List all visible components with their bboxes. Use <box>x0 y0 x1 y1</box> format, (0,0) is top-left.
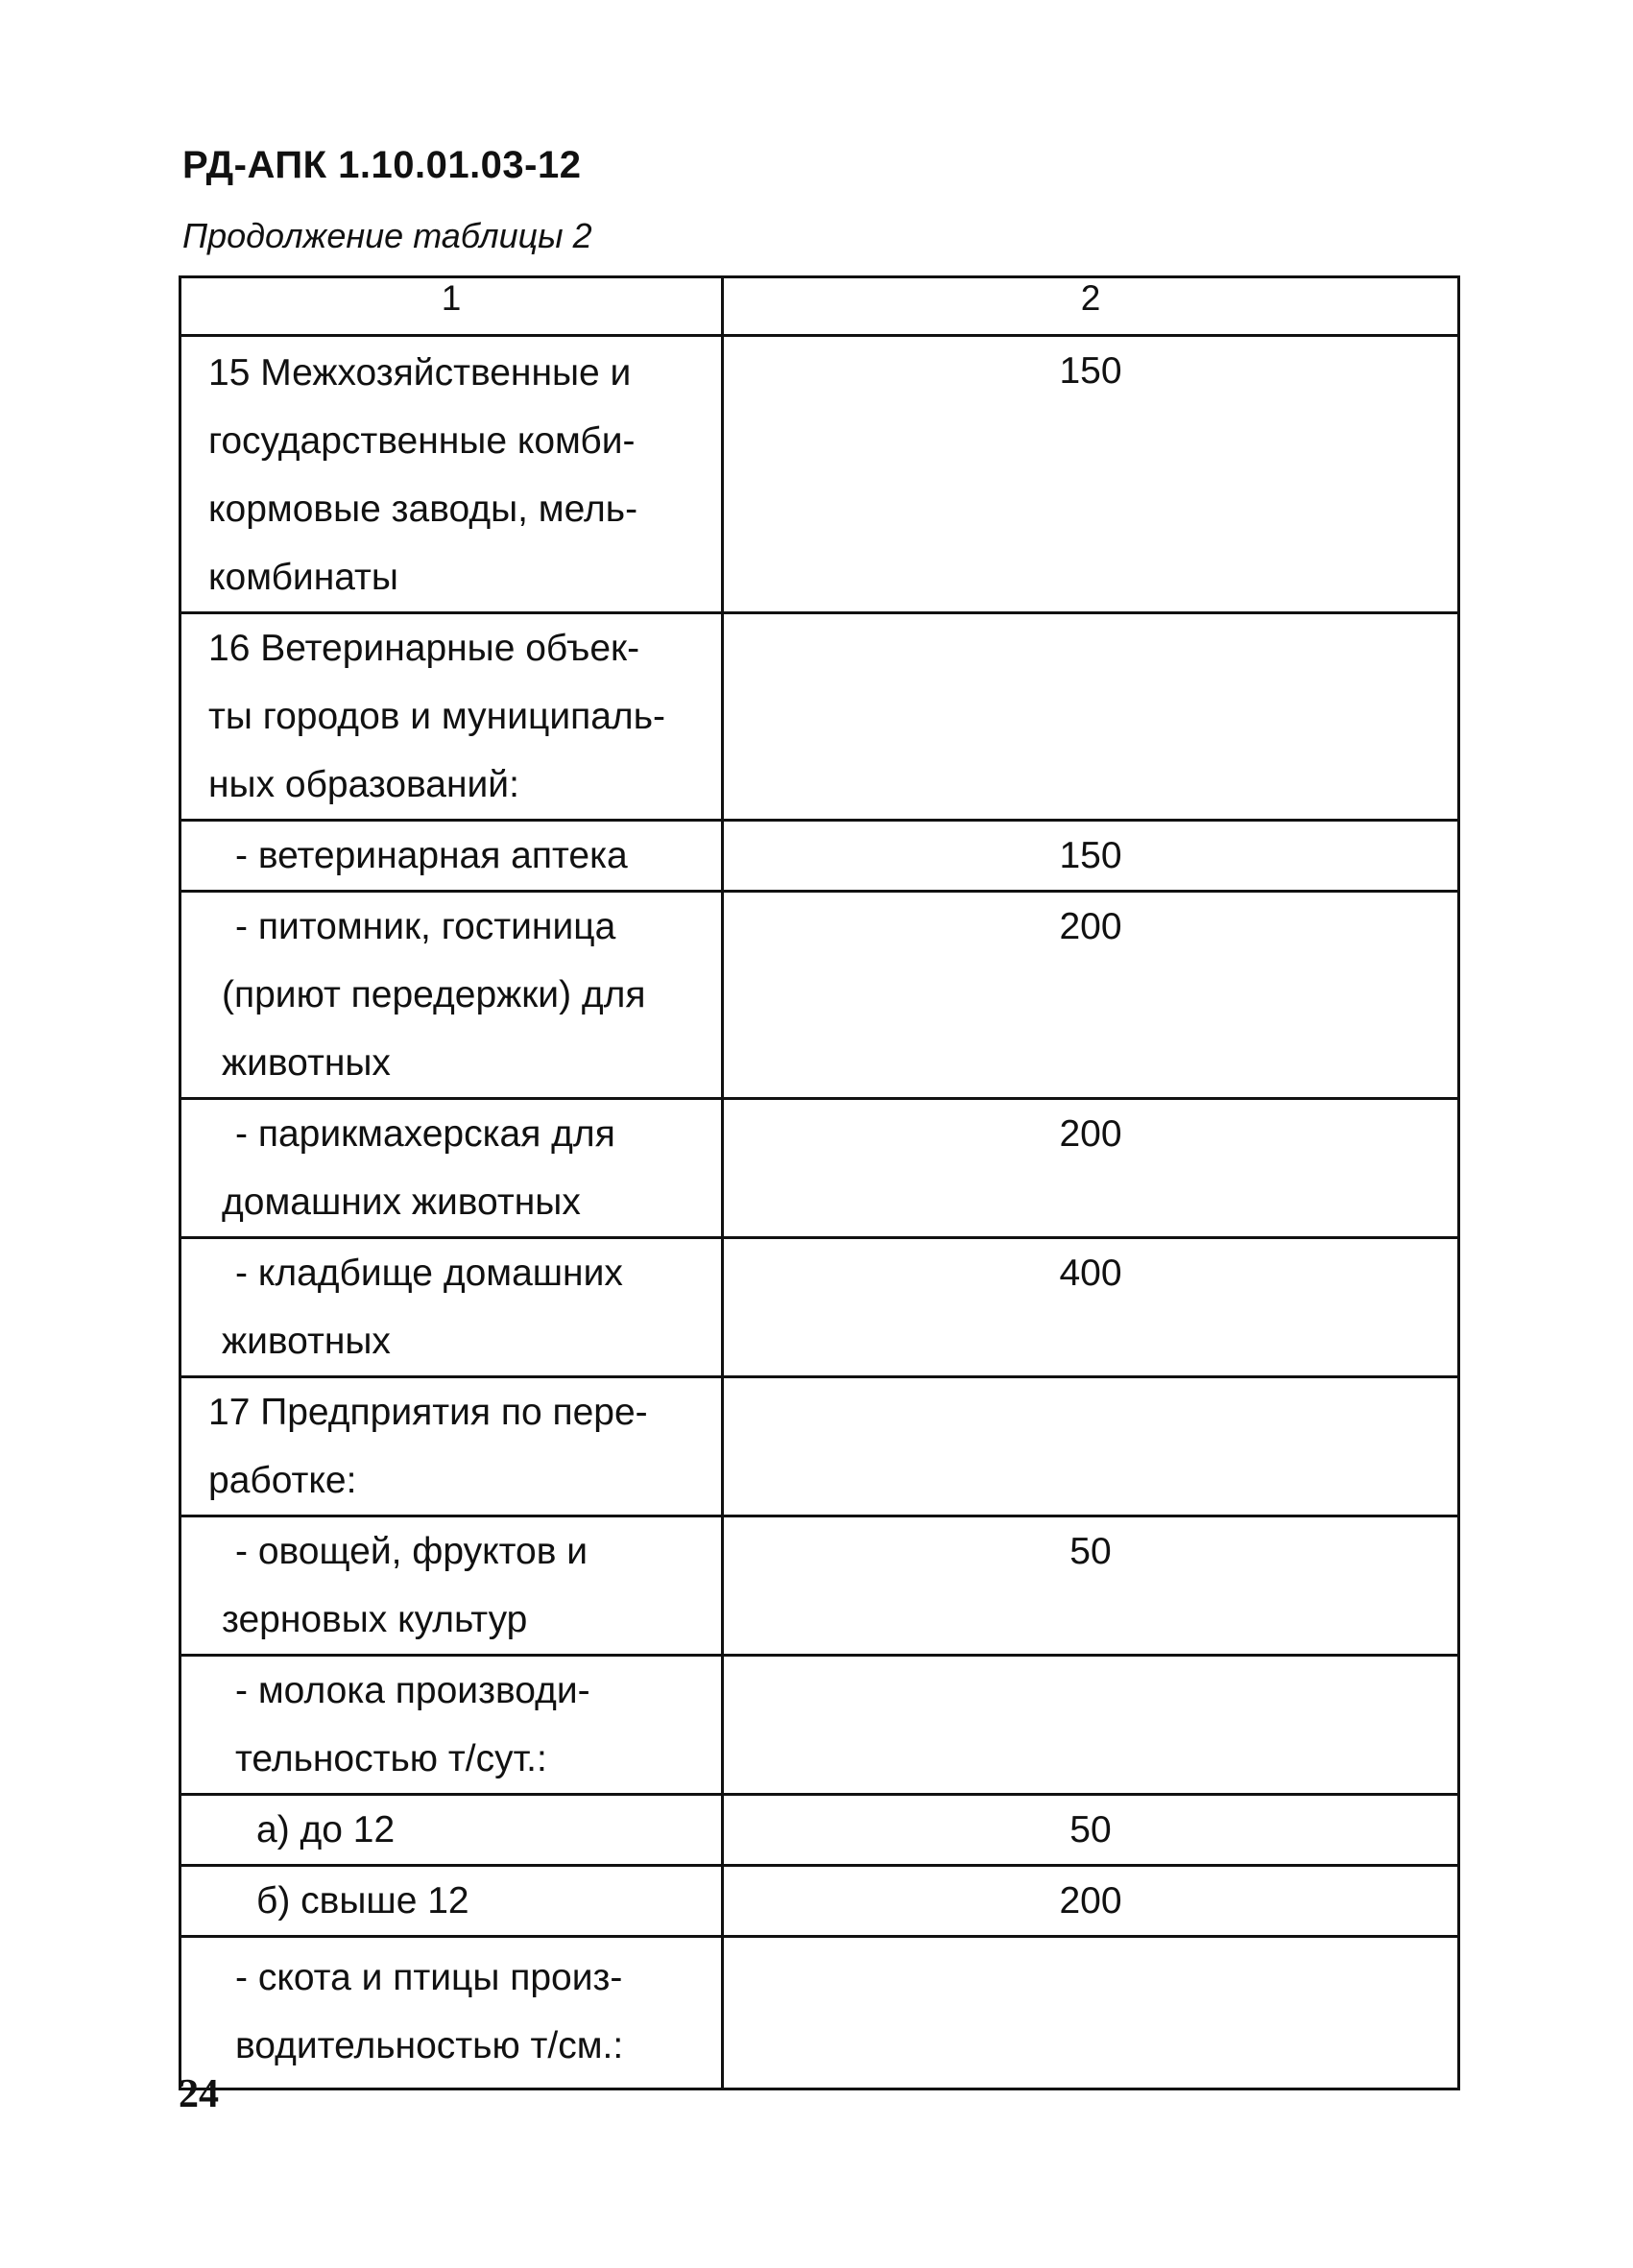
row-value-cell <box>723 1238 1459 1377</box>
document-code: РД-АПК 1.10.01.03-12 <box>182 144 582 186</box>
table-row <box>180 336 1459 613</box>
table-row <box>180 1866 1459 1937</box>
row-value-cell <box>723 892 1459 1099</box>
table-row <box>180 1516 1459 1656</box>
row-label-cell <box>180 1099 723 1238</box>
table-row <box>180 892 1459 1099</box>
row-value-cell <box>723 1866 1459 1937</box>
page-number: 24 <box>179 2072 219 2116</box>
table-row <box>180 613 1459 821</box>
row-label-line: животных <box>222 1042 391 1084</box>
row-label-line: - ветеринарная аптека <box>235 835 628 876</box>
row-label-cell <box>180 1937 723 2089</box>
table-row <box>180 821 1459 892</box>
row-value-cell <box>723 821 1459 892</box>
table-caption: Продолжение таблицы 2 <box>182 216 592 255</box>
row-label-line: водительностью т/см.: <box>235 2025 624 2066</box>
row-label-line: 17 Предприятия по пере- <box>208 1392 648 1433</box>
row-label-cell <box>180 821 723 892</box>
row-label-line: - парикмахерская для <box>235 1113 615 1155</box>
table-row <box>180 1377 1459 1516</box>
row-value-cell <box>723 1377 1459 1516</box>
row-value: 400 <box>1059 1253 1122 1294</box>
row-value: 150 <box>1059 350 1122 392</box>
row-label-line: ных образований: <box>208 764 519 805</box>
row-label-cell <box>180 1377 723 1516</box>
row-label-line: - овощей, фруктов и <box>235 1531 588 1572</box>
row-label-line: а) до 12 <box>256 1809 396 1850</box>
row-value: 50 <box>1069 1531 1112 1572</box>
row-label-cell <box>180 1516 723 1656</box>
row-label-cell <box>180 336 723 613</box>
row-label-line: ты городов и муниципаль- <box>208 696 665 737</box>
table-header-row <box>180 277 1459 336</box>
row-value-cell <box>723 1795 1459 1866</box>
data-table <box>179 275 1460 2090</box>
row-label-line: - кладбище домашних <box>235 1253 623 1294</box>
row-label-cell <box>180 613 723 821</box>
row-label-cell <box>180 1656 723 1795</box>
row-label-line: зерновых культур <box>222 1599 528 1640</box>
row-label-cell <box>180 1795 723 1866</box>
row-value: 200 <box>1059 1880 1122 1922</box>
row-label-line: тельностью т/сут.: <box>235 1738 547 1779</box>
row-label-cell <box>180 1866 723 1937</box>
table-row <box>180 1937 1459 2089</box>
row-value-cell <box>723 336 1459 613</box>
table-row <box>180 1238 1459 1377</box>
row-value-cell <box>723 1656 1459 1795</box>
row-label-line: комбинаты <box>208 557 398 598</box>
row-label-line: б) свыше 12 <box>256 1880 469 1922</box>
row-label-line: животных <box>222 1321 391 1362</box>
table-row <box>180 1656 1459 1795</box>
row-label-line: 15 Межхозяйственные и <box>208 352 632 394</box>
row-label-line: кормовые заводы, мель- <box>208 489 638 530</box>
row-label-line: домашних животных <box>222 1182 581 1223</box>
row-label-cell <box>180 892 723 1099</box>
row-label-line: работке: <box>208 1460 357 1501</box>
row-label-line: государственные комби- <box>208 420 636 462</box>
row-value: 50 <box>1069 1809 1112 1850</box>
row-label-cell <box>180 1238 723 1377</box>
row-value: 200 <box>1059 1113 1122 1155</box>
column-header-2: 2 <box>723 277 1459 336</box>
row-label-line: 16 Ветеринарные объек- <box>208 628 640 669</box>
row-label-line: - молока производи- <box>235 1670 590 1711</box>
table-row <box>180 1795 1459 1866</box>
row-value-cell <box>723 1516 1459 1656</box>
row-value: 150 <box>1059 835 1122 876</box>
row-value-cell <box>723 613 1459 821</box>
row-value-cell <box>723 1937 1459 2089</box>
row-label-line: - питомник, гостиница <box>235 906 616 947</box>
row-label-line: - скота и птицы произ- <box>235 1957 623 1998</box>
column-header-1: 1 <box>180 277 723 336</box>
table-row <box>180 1099 1459 1238</box>
row-label-line: (приют передержки) для <box>222 974 646 1015</box>
row-value-cell <box>723 1099 1459 1238</box>
row-value: 200 <box>1059 906 1122 947</box>
